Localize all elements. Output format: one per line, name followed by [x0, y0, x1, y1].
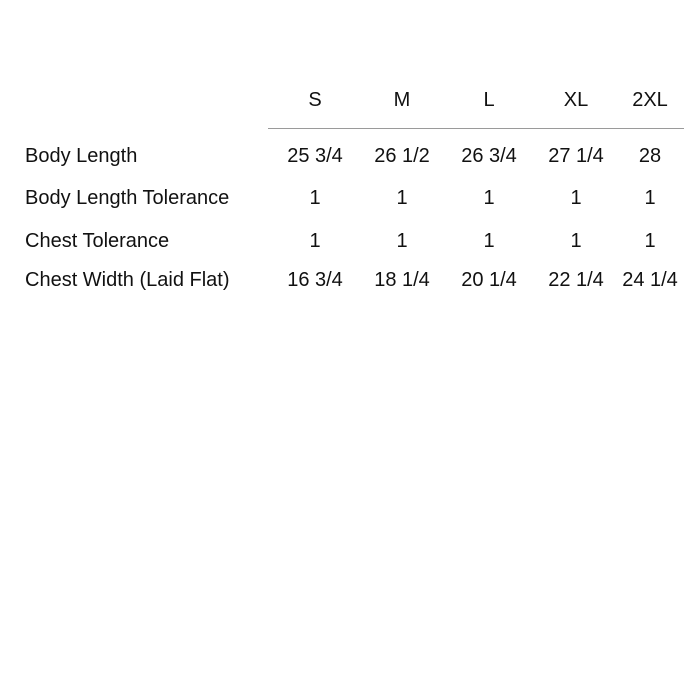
column-header-l: L: [483, 89, 495, 111]
table-cell: 1: [396, 187, 408, 209]
column-header-xl: XL: [563, 89, 589, 111]
row-label-body-length-tolerance: Body Length Tolerance: [25, 187, 230, 209]
table-cell: 1: [570, 187, 582, 209]
table-cell: 1: [644, 187, 656, 209]
row-label-chest-width: Chest Width (Laid Flat): [25, 269, 230, 291]
table-cell: 27 1/4: [548, 145, 604, 167]
column-header-2xl: 2XL: [632, 89, 668, 111]
table-cell: 1: [483, 230, 495, 252]
table-cell: 26 3/4: [461, 145, 517, 167]
table-cell: 1: [309, 187, 321, 209]
table-cell: 18 1/4: [374, 269, 430, 291]
table-cell: 20 1/4: [461, 269, 517, 291]
table-cell: 1: [644, 230, 656, 252]
table-cell: 26 1/2: [374, 145, 430, 167]
row-label-body-length: Body Length: [25, 145, 138, 167]
row-label-chest-tolerance: Chest Tolerance: [25, 230, 170, 252]
table-cell: 24 1/4: [622, 269, 678, 291]
table-cell: 1: [570, 230, 582, 252]
table-cell: 1: [396, 230, 408, 252]
column-header-m: M: [393, 89, 411, 111]
header-divider: [268, 128, 684, 129]
table-cell: 1: [309, 230, 321, 252]
table-cell: 16 3/4: [287, 269, 343, 291]
table-cell: 1: [483, 187, 495, 209]
column-header-s: S: [308, 89, 322, 111]
table-cell: 22 1/4: [548, 269, 604, 291]
table-cell: 28: [638, 145, 662, 167]
table-cell: 25 3/4: [287, 145, 343, 167]
